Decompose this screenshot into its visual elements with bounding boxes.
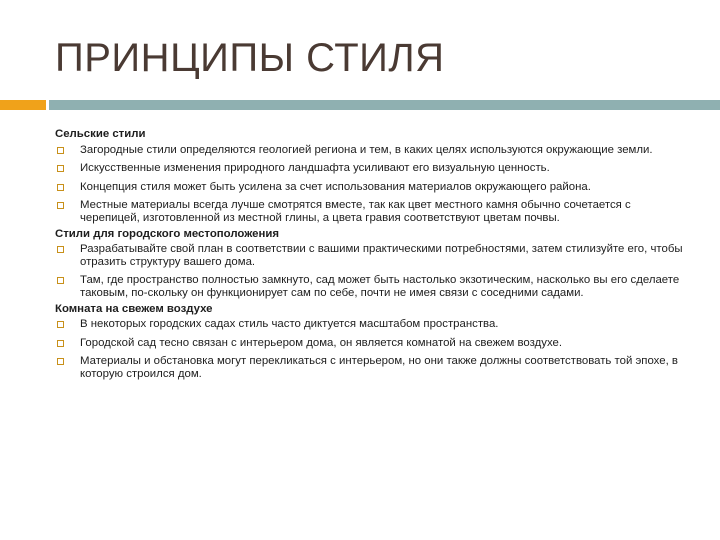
square-bullet-icon [57,340,64,347]
list-item [55,274,685,299]
list-item [55,243,685,268]
list-item [55,355,685,380]
title-rule [49,100,720,110]
list-item-text: Искусственные изменения природного ландшафта усиливают его визуальную ценность. [80,162,550,175]
list-item-text: Городской сад тесно связан с интерьером дома, он является комнатой на свежем воздухе. [80,336,563,349]
slide-body [55,128,685,387]
square-bullet-icon [57,358,64,365]
list-item [55,199,685,224]
slide-title: ПРИНЦИПЫ СТИЛЯ [55,36,445,80]
section-heading-urban: Стили для городского местоположения [55,227,280,240]
section-heading-rural: Сельские стили [55,128,146,140]
square-bullet-icon [57,184,64,191]
list-item [55,144,685,157]
list-item-text: Загородные стили определяются геологией региона и тем, в каких целях используются окружающие земли. [80,143,653,156]
list-item [55,318,685,331]
list-item-text: Местные материалы всегда лучше смотрятся вместе, так как цвет местного камня обычно сочетается с черепицей, изготовленной из местной глины, а цвета гравия соответствуют цветам почвы. [80,199,631,224]
list-item [55,337,685,350]
square-bullet-icon [57,277,64,284]
list-item-text: Материалы и обстановка могут перекликаться с интерьером, но они также должны соответствовать той эпохе, в которую строился дом. [80,355,678,380]
list-item [55,181,685,194]
list-item-text: Концепция стиля может быть усилена за счет использования материалов окружающего района. [80,180,591,193]
list-item-text: Разрабатывайте свой план в соответствии с вашими практическими потребностями, затем стилизуйте его, чтобы отразить структуру вашего дома. [80,243,683,268]
accent-bar [0,100,46,110]
square-bullet-icon [57,246,64,253]
list-item-text: В некоторых городских садах стиль часто диктуется масштабом пространства. [80,318,499,331]
square-bullet-icon [57,165,64,172]
section-heading-outdoor-room: Комната на свежем воздухе [55,302,213,315]
list-item-text: Там, где пространство полностью замкнуто, сад может быть настолько экзотическим, насколько вы его сделаете таковым, по-скольку он функционирует сам по себе, почти не имея связи с соседними садами. [80,274,680,299]
square-bullet-icon [57,202,64,209]
square-bullet-icon [57,147,64,154]
list-item [55,162,685,175]
square-bullet-icon [57,321,64,328]
